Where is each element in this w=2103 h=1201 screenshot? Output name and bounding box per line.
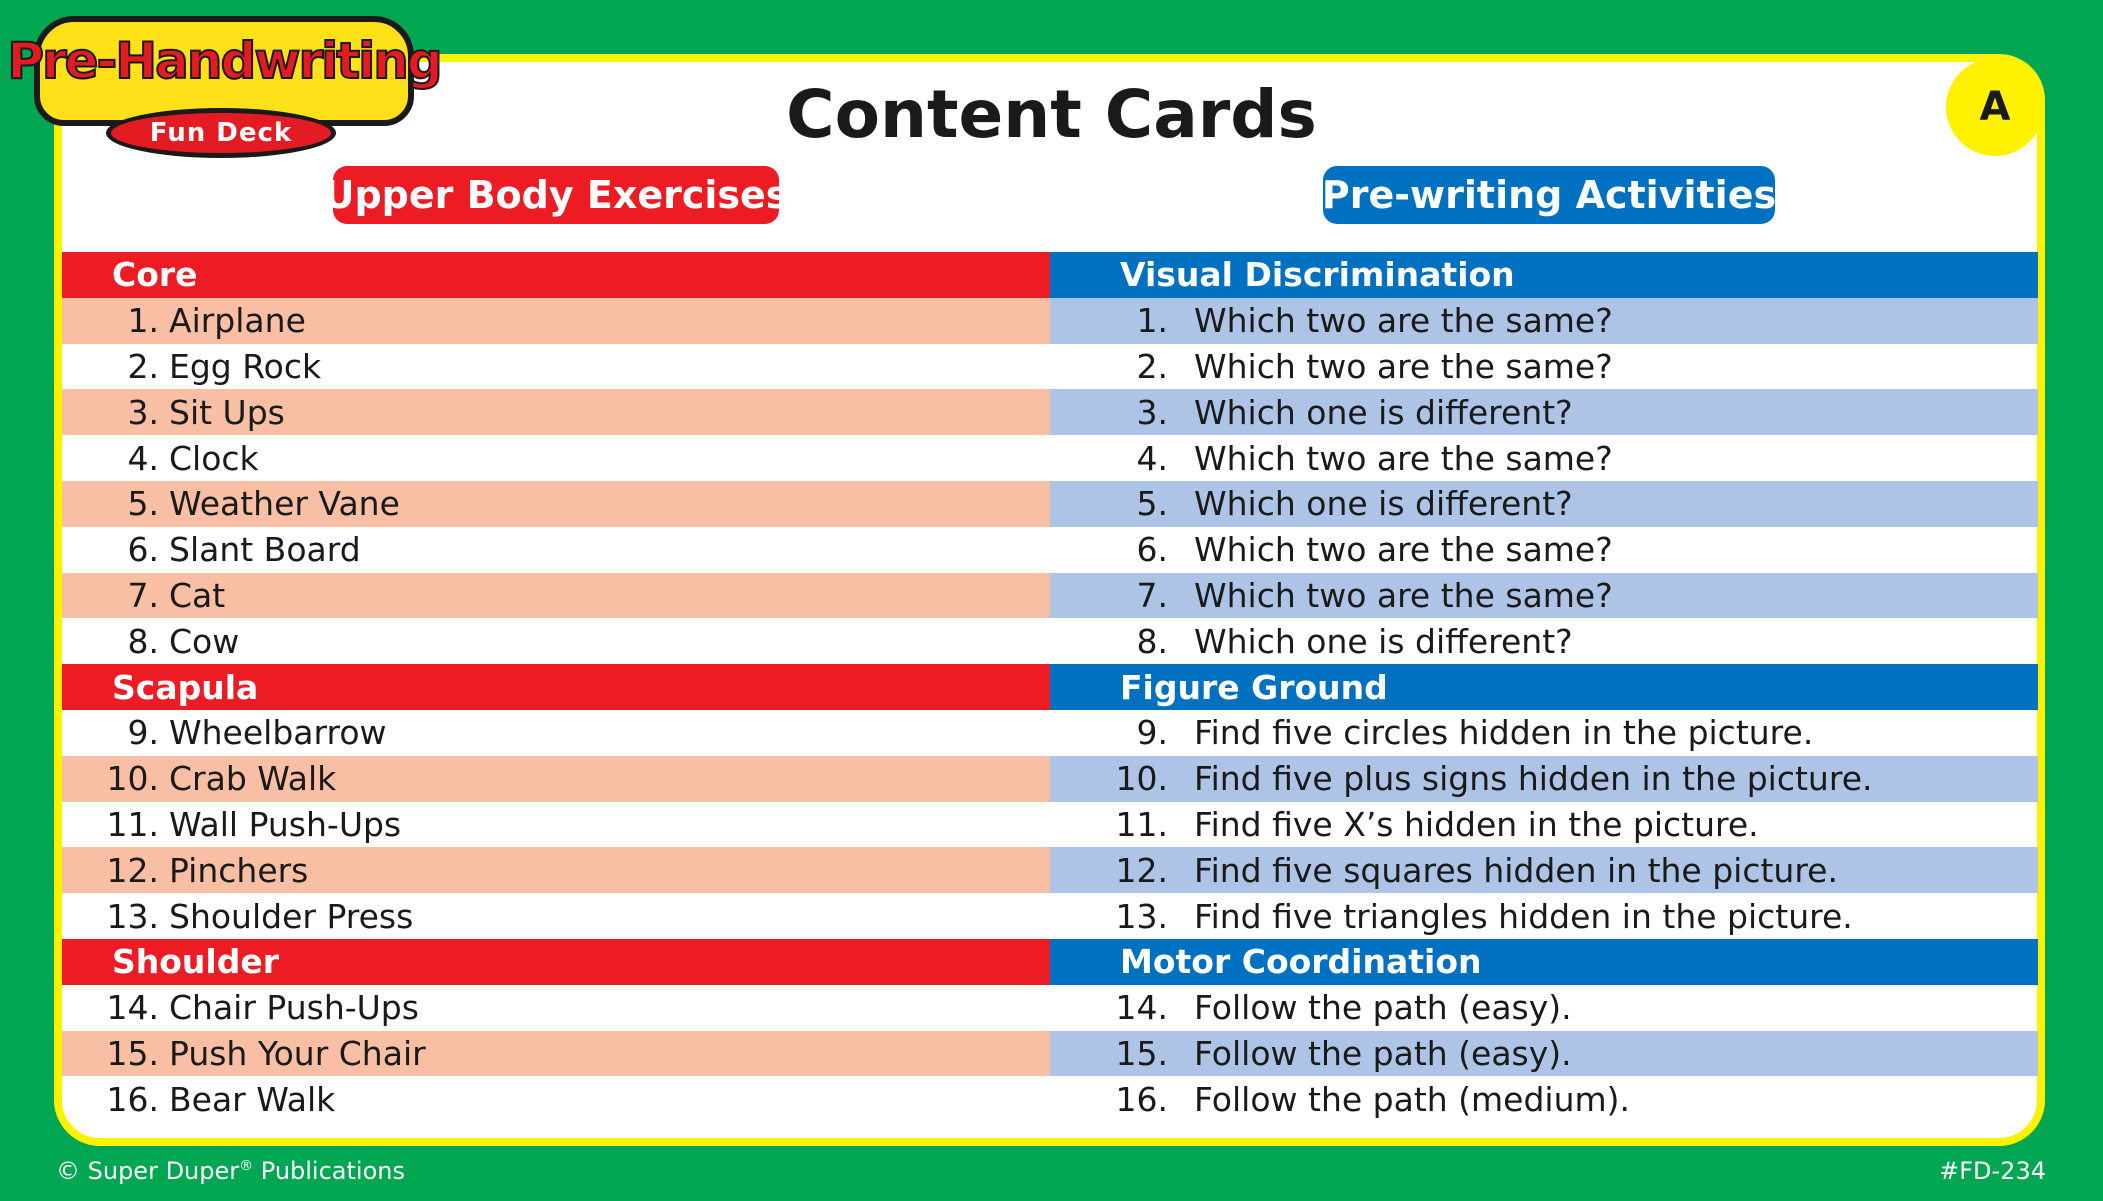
item-number: 2. xyxy=(127,346,159,386)
item-number: 14. xyxy=(106,988,159,1028)
item-label: Bear Walk xyxy=(169,1079,336,1119)
list-item xyxy=(62,847,1050,893)
item-label: Which two are the same? xyxy=(1194,301,1613,341)
item-label: Which one is different? xyxy=(1194,392,1573,432)
pre-writing-activities-list xyxy=(1050,252,2038,1122)
list-item xyxy=(62,298,1050,344)
item-label: Weather Vane xyxy=(169,484,400,524)
item-label: Clock xyxy=(169,438,259,478)
list-item xyxy=(1050,710,2038,756)
list-item xyxy=(1050,573,2038,619)
item-label: Sit Ups xyxy=(169,392,285,432)
upper-body-exercises-list xyxy=(62,252,1050,1122)
item-number: 14. xyxy=(1115,988,1168,1028)
card-letter-badge: A xyxy=(1946,58,2044,156)
item-label: Wheelbarrow xyxy=(169,713,387,753)
item-label: Slant Board xyxy=(169,530,361,570)
section-header: Figure Ground xyxy=(1050,664,2038,710)
list-item xyxy=(1050,435,2038,481)
item-number: 6. xyxy=(1136,530,1168,570)
list-item xyxy=(1050,756,2038,802)
item-number: 12. xyxy=(1115,850,1168,890)
page-title: Content Cards xyxy=(786,76,1317,153)
item-number: 16. xyxy=(106,1079,159,1119)
item-label: Pinchers xyxy=(169,850,309,890)
list-item xyxy=(1050,481,2038,527)
list-item xyxy=(1050,527,2038,573)
list-item xyxy=(1050,618,2038,664)
section-header: Motor Coordination xyxy=(1050,939,2038,985)
item-label: Find five triangles hidden in the picture. xyxy=(1194,896,1853,936)
item-label: Egg Rock xyxy=(169,346,322,386)
item-label: Airplane xyxy=(169,301,306,341)
item-number: 5. xyxy=(1136,484,1168,524)
logo-subtitle: Fun Deck xyxy=(106,108,336,158)
section-header: Shoulder xyxy=(62,939,1050,985)
item-label: Cat xyxy=(169,575,226,615)
item-number: 7. xyxy=(127,575,159,615)
item-label: Follow the path (easy). xyxy=(1194,1033,1572,1073)
list-item xyxy=(1050,389,2038,435)
fun-deck-logo xyxy=(7,10,441,160)
list-item xyxy=(62,527,1050,573)
list-item xyxy=(62,389,1050,435)
item-number: 1. xyxy=(1136,301,1168,341)
item-number: 4. xyxy=(127,438,159,478)
item-number: 10. xyxy=(106,759,159,799)
item-label: Find five squares hidden in the picture. xyxy=(1194,850,1838,890)
item-number: 8. xyxy=(1136,621,1168,661)
item-label: Crab Walk xyxy=(169,759,337,799)
item-number: 12. xyxy=(106,850,159,890)
item-label: Find five X’s hidden in the picture. xyxy=(1194,804,1759,844)
item-label: Which two are the same? xyxy=(1194,575,1613,615)
list-item xyxy=(62,573,1050,619)
registered-mark: ® xyxy=(239,1158,254,1174)
item-label: Find five plus signs hidden in the picture. xyxy=(1194,759,1873,799)
list-item xyxy=(62,756,1050,802)
list-item xyxy=(1050,985,2038,1031)
list-item xyxy=(1050,298,2038,344)
item-number: 16. xyxy=(1115,1079,1168,1119)
item-label: Follow the path (easy). xyxy=(1194,988,1572,1028)
item-number: 13. xyxy=(1115,896,1168,936)
list-item xyxy=(62,985,1050,1031)
logo-title: Pre-Handwriting xyxy=(7,32,441,90)
list-item xyxy=(62,802,1050,848)
list-item xyxy=(62,893,1050,939)
item-label: Which one is different? xyxy=(1194,484,1573,524)
item-label: Which two are the same? xyxy=(1194,438,1613,478)
item-number: 13. xyxy=(106,896,159,936)
right-column-heading: Pre-writing Activities xyxy=(1323,166,1775,224)
item-label: Shoulder Press xyxy=(169,896,414,936)
item-number: 11. xyxy=(106,804,159,844)
item-number: 6. xyxy=(127,530,159,570)
list-item xyxy=(1050,802,2038,848)
list-item xyxy=(62,710,1050,756)
list-item xyxy=(1050,1031,2038,1077)
item-number: 1. xyxy=(127,301,159,341)
copyright-suffix: Publications xyxy=(253,1157,405,1185)
copyright-prefix: © Super Duper xyxy=(56,1157,240,1185)
item-label: Which two are the same? xyxy=(1194,530,1613,570)
list-item xyxy=(62,481,1050,527)
item-number: 7. xyxy=(1136,575,1168,615)
section-header: Scapula xyxy=(62,664,1050,710)
item-number: 3. xyxy=(1136,392,1168,432)
item-number: 10. xyxy=(1115,759,1168,799)
item-number: 3. xyxy=(127,392,159,432)
list-item xyxy=(1050,893,2038,939)
item-number: 2. xyxy=(1136,346,1168,386)
item-label: Chair Push-Ups xyxy=(169,988,419,1028)
item-number: 15. xyxy=(106,1033,159,1073)
list-item xyxy=(62,1076,1050,1122)
item-number: 9. xyxy=(1136,713,1168,753)
list-item xyxy=(1050,1076,2038,1122)
list-item xyxy=(1050,344,2038,390)
item-label: Push Your Chair xyxy=(169,1033,426,1073)
list-item xyxy=(62,618,1050,664)
item-label: Find five circles hidden in the picture. xyxy=(1194,713,1814,753)
section-header: Visual Discrimination xyxy=(1050,252,2038,298)
section-header: Core xyxy=(62,252,1050,298)
item-number: 4. xyxy=(1136,438,1168,478)
left-column-heading: Upper Body Exercises xyxy=(333,166,779,224)
product-code: #FD-234 xyxy=(1939,1157,2046,1185)
copyright-notice xyxy=(56,1157,405,1185)
list-item xyxy=(62,344,1050,390)
list-item xyxy=(1050,847,2038,893)
list-item xyxy=(62,435,1050,481)
list-item xyxy=(62,1031,1050,1077)
item-number: 5. xyxy=(127,484,159,524)
item-number: 15. xyxy=(1115,1033,1168,1073)
item-number: 11. xyxy=(1115,804,1168,844)
item-label: Cow xyxy=(169,621,240,661)
item-number: 8. xyxy=(127,621,159,661)
item-label: Which one is different? xyxy=(1194,621,1573,661)
item-label: Which two are the same? xyxy=(1194,346,1613,386)
item-label: Follow the path (medium). xyxy=(1194,1079,1631,1119)
item-number: 9. xyxy=(127,713,159,753)
item-label: Wall Push-Ups xyxy=(169,804,402,844)
